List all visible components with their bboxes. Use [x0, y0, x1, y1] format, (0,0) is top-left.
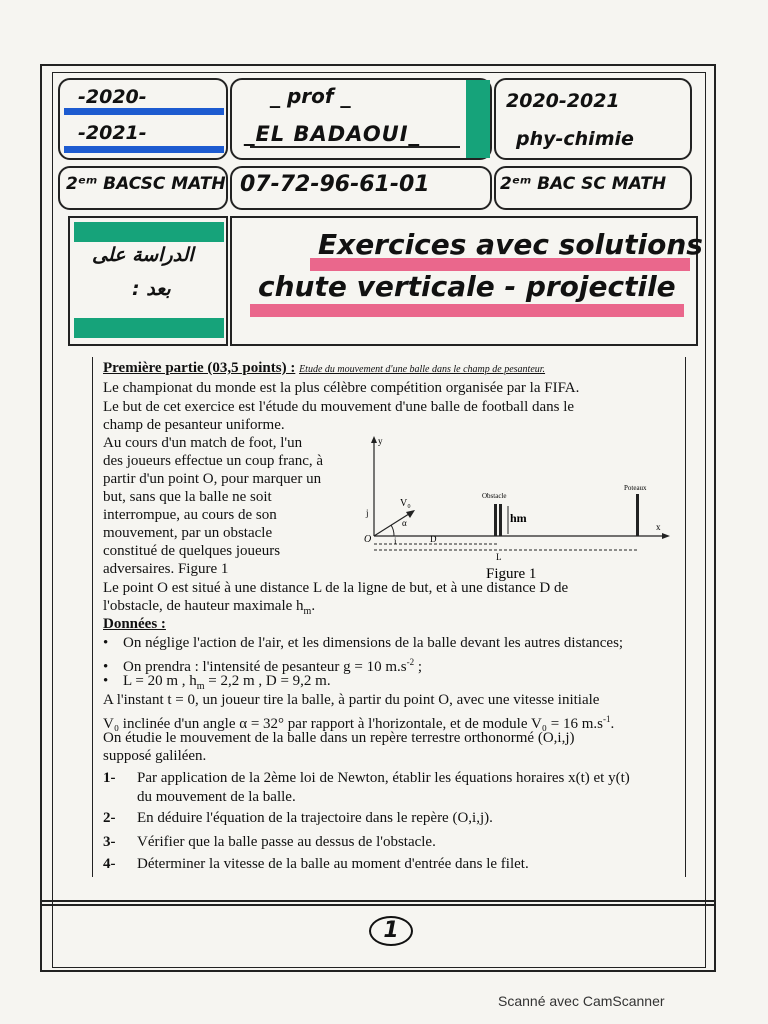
question-1-cont: du mouvement de la balle.	[137, 789, 296, 805]
y-axis-arrow	[371, 436, 377, 443]
label-j: j	[366, 508, 369, 518]
data-item: • On prendra : l'intensité de pesanteur g = 10 $m.s^{-2}$ ;	[103, 657, 423, 675]
p6b: supposé galiléen.	[103, 748, 207, 764]
header-year2: -2021-	[78, 122, 147, 144]
part-heading	[103, 359, 545, 379]
p4a: Le point O est situé à une distance L de la ligne de but, et à une distance D de	[103, 580, 569, 596]
label-l: L	[496, 552, 502, 562]
page-number: 1	[369, 916, 413, 946]
p5b: V₀ inclinée d'un angle α = 32° par rapport à l'horizontale, et de module V₀ = 16 $m.s^{-1}$.	[103, 714, 615, 732]
intro-2a: Le but de cet exercice est l'étude du mouvement d'une balle de football dans le	[103, 399, 575, 415]
obstacle-bar	[499, 504, 502, 536]
label-obstacle: Obstacle	[482, 492, 507, 500]
label-o: O	[364, 534, 372, 545]
part-title: Première partie (03,5 points) :	[103, 360, 296, 376]
p5a: A l'instant t = 0, un joueur tire la balle, à partir du point O, avec une vitesse initiale	[103, 692, 600, 708]
p3-line: but, sans que la balle ne soit	[103, 489, 272, 505]
p3-line: Au cours d'un match de foot, l'un	[103, 435, 303, 451]
prof-name: _EL BADAOUI_	[244, 122, 421, 146]
arabic-line1: الدراسة على	[92, 244, 194, 266]
header-subject: phy-chimie	[516, 128, 634, 150]
p3-line: adversaires. Figure 1	[103, 561, 229, 577]
p3-line: partir d'un point O, pour marquer un	[103, 471, 322, 487]
green-bar	[74, 318, 224, 338]
green-bar	[74, 222, 224, 242]
data-item: • L = 20 m , $h_m = 2,2$ m , D = 9,2 m.	[103, 673, 331, 692]
blue-bar	[64, 108, 224, 115]
scanner-watermark: Scanné avec CamScanner	[498, 993, 665, 1009]
label-i: i	[394, 536, 397, 546]
header-year1: -2020-	[78, 86, 147, 108]
blue-bar	[64, 146, 224, 153]
label-y: y	[378, 436, 383, 446]
class-left: 2ᵉᵐ BACSC MATH	[66, 174, 226, 194]
part-subtitle: Etude du mouvement d'une balle dans le champ de pesanteur.	[299, 364, 546, 375]
label-x: x	[656, 522, 661, 532]
class-right: 2ᵉᵐ BAC SC MATH	[500, 174, 667, 194]
alpha-arc	[391, 525, 394, 536]
label-hm: hm	[510, 511, 527, 525]
data-item: • On néglige l'action de l'air, et les dimensions de la balle devant les autres distances;	[103, 635, 624, 651]
label-d: D	[430, 534, 437, 544]
title-line1: Exercices avec solutions	[318, 228, 703, 261]
figure-1	[360, 432, 690, 587]
goal-post	[636, 494, 639, 536]
donnees-heading: Données :	[103, 616, 166, 632]
figure-caption: Figure 1	[486, 566, 537, 582]
underline	[250, 146, 460, 148]
obstacle-bar	[494, 504, 497, 536]
p3-line: interrompue, au cours de son	[103, 507, 277, 523]
question-1: 1- Par application de la 2ème loi de Newton, établir les équations horaires x(t) et y(t)	[103, 770, 630, 786]
intro-2b: champ de pesanteur uniforme.	[103, 417, 285, 433]
question-4: 4- Déterminer la vitesse de la balle au moment d'entrée dans le filet.	[103, 856, 529, 872]
header-years: 2020-2021	[506, 90, 620, 112]
prof-label: _ prof _	[270, 84, 351, 108]
p6a: On étudie le mouvement de la balle dans un repère terrestre orthonormé (O,i,j)	[103, 730, 575, 746]
question-3: 3- Vérifier que la balle passe au dessus de l'obstacle.	[103, 834, 436, 850]
green-bar	[466, 80, 490, 158]
v0-arrow	[406, 510, 415, 518]
x-axis-arrow	[662, 533, 670, 539]
footer-rule	[40, 900, 716, 906]
intro-1: Le championat du monde est la plus célèbre compétition organisée par la FIFA.	[103, 380, 580, 396]
label-poteaux: Poteaux	[624, 484, 647, 492]
label-alpha: α	[402, 518, 407, 528]
p3-line: mouvement, par un obstacle	[103, 525, 273, 541]
pink-highlight	[250, 304, 684, 317]
p3-line: des joueurs effectue un coup franc, à	[103, 453, 324, 469]
title-line2: chute verticale - projectile	[258, 270, 676, 303]
arabic-line2: بعد :	[132, 278, 171, 300]
question-2: 2- En déduire l'équation de la trajectoire dans le repère (O,i,j).	[103, 810, 493, 826]
phone-number: 07-72-96-61-01	[240, 172, 430, 197]
p3-line: constitué de quelques joueurs	[103, 543, 281, 559]
p4b: l'obstacle, de hauteur maximale $h_m$.	[103, 598, 316, 617]
label-v0: V₀	[400, 498, 411, 509]
